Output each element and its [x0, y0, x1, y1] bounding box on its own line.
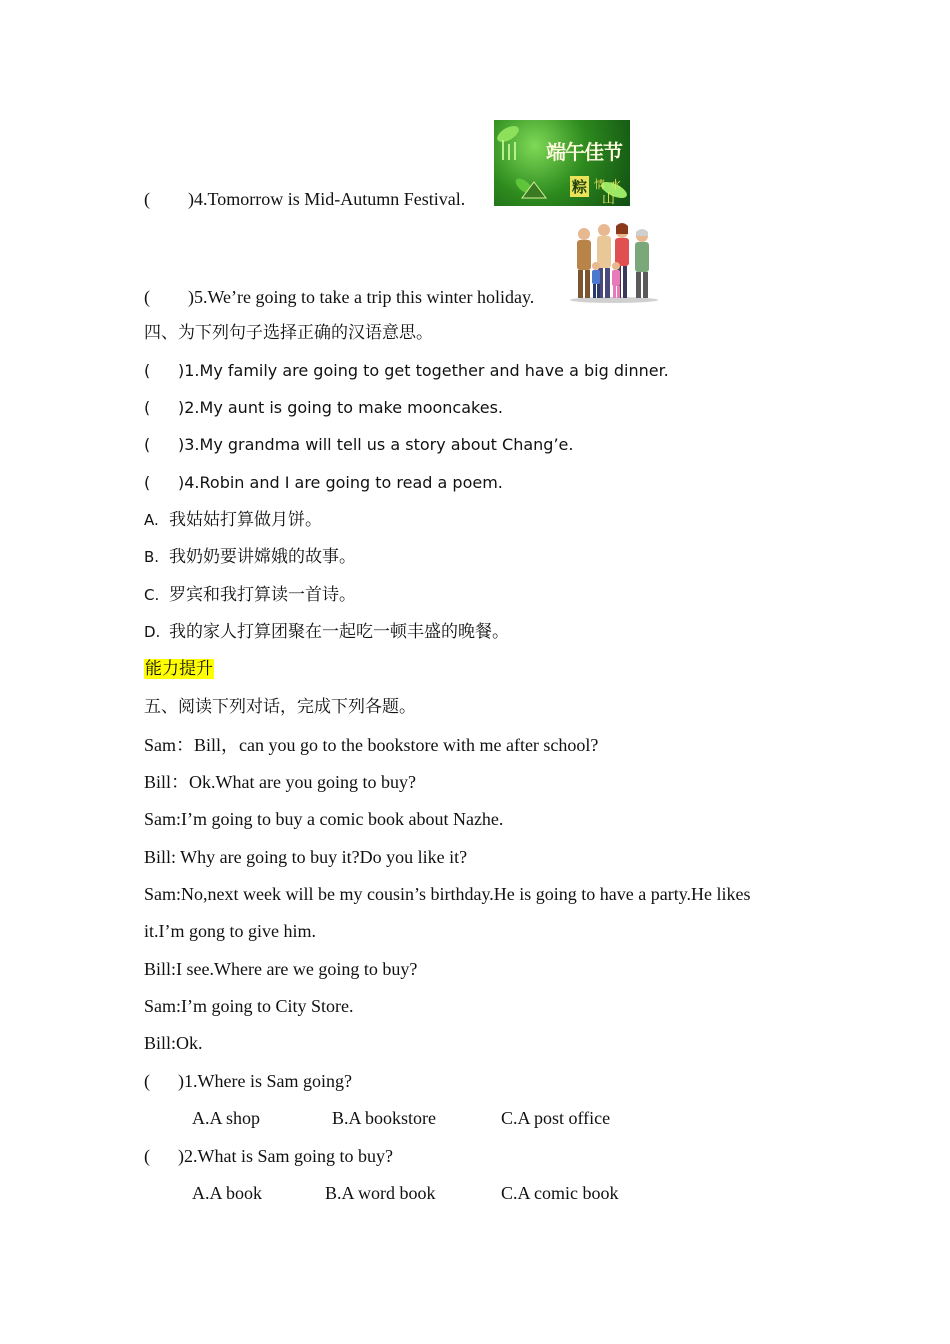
reading-question-2 — [144, 1145, 393, 1167]
option-b — [144, 546, 356, 568]
paren-open: ( — [144, 287, 150, 307]
section-4-heading: 四、为下列句子选择正确的汉语意思。 — [144, 323, 433, 343]
paren-close: ) — [178, 1146, 184, 1166]
paren-open: ( — [144, 473, 151, 492]
option-c — [144, 584, 356, 606]
paren-open: ( — [144, 398, 151, 417]
paren-close: ) — [188, 287, 194, 307]
option-letter: C. — [144, 586, 160, 604]
question-5 — [144, 286, 534, 308]
dialogue-line: Bill：Ok.What are you going to buy? — [144, 772, 416, 792]
dialogue-line: it.I’m gong to give him. — [144, 921, 316, 941]
paren-open: ( — [144, 361, 151, 380]
item-text: 1.My family are going to get together and have a big dinner. — [184, 361, 669, 380]
translate-item-2 — [144, 397, 503, 419]
option-text: 我奶奶要讲嫦娥的故事。 — [169, 547, 356, 567]
paren-open: ( — [144, 1146, 150, 1166]
item-text: 2.My aunt is going to make mooncakes. — [184, 398, 503, 417]
option-a — [144, 509, 322, 531]
section-5-heading: 五、阅读下列对话，完成下列各题。 — [144, 697, 416, 717]
paren-close: ) — [178, 361, 185, 380]
highlighted-label: 能力提升 — [145, 659, 213, 679]
festival-title-text: 端午佳节 — [546, 140, 622, 164]
dialogue-line: Sam:I’m going to City Store. — [144, 996, 354, 1016]
festival-shan-text: 山 — [602, 192, 616, 206]
family-picture — [568, 222, 660, 304]
festival-shui-text: 水 — [610, 178, 621, 191]
festival-zong-text: 粽 — [572, 178, 588, 196]
translate-item-3 — [144, 434, 573, 456]
q1-option-c: C.A post office — [501, 1108, 611, 1128]
dialogue-line: Bill:I see.Where are we going to buy? — [144, 959, 418, 979]
dragon-boat-festival-picture — [494, 120, 630, 206]
option-letter: B. — [144, 548, 160, 566]
option-letter: D. — [144, 623, 161, 641]
question-text: 4.Tomorrow is Mid-Autumn Festival. — [194, 189, 466, 209]
question-text: 2.What is Sam going to buy? — [184, 1146, 393, 1166]
paren-close: ) — [178, 1071, 184, 1091]
item-text: 4.Robin and I are going to read a poem. — [184, 473, 503, 492]
question-text: 5.We’re going to take a trip this winter holiday. — [194, 287, 535, 307]
festival-qing-text: 情 — [594, 178, 605, 191]
question-text: 1.Where is Sam going? — [184, 1071, 352, 1091]
dialogue-line: Sam：Bill，can you go to the bookstore with me after school? — [144, 735, 599, 755]
q1-option-b: B.A bookstore — [332, 1108, 437, 1128]
q1-option-a: A.A shop — [192, 1108, 261, 1128]
dialogue-line: Bill: Why are going to buy it?Do you like it? — [144, 847, 468, 867]
option-letter: A. — [144, 511, 159, 529]
paren-open: ( — [144, 189, 150, 209]
dialogue-line: Bill:Ok. — [144, 1033, 203, 1053]
translate-item-4 — [144, 472, 503, 494]
translate-item-1 — [144, 360, 669, 382]
option-text: 我姑姑打算做月饼。 — [169, 510, 322, 530]
dialogue-line: Sam:I’m going to buy a comic book about Nazhe. — [144, 809, 504, 829]
dialogue-line: Sam:No,next week will be my cousin’s birthday.He is going to have a party.He likes — [144, 884, 751, 904]
item-text: 3.My grandma will tell us a story about Chang’e. — [184, 435, 574, 454]
question-4 — [144, 188, 465, 210]
paren-open: ( — [144, 435, 151, 454]
paren-close: ) — [178, 435, 185, 454]
option-text: 我的家人打算团聚在一起吃一顿丰盛的晚餐。 — [169, 622, 509, 642]
reading-question-1 — [144, 1070, 352, 1092]
ability-section-label — [144, 658, 214, 680]
paren-close: ) — [178, 398, 185, 417]
q2-option-b: B.A word book — [325, 1183, 436, 1203]
q2-option-a: A.A book — [192, 1183, 263, 1203]
option-text: 罗宾和我打算读一首诗。 — [169, 585, 356, 605]
q2-option-c: C.A comic book — [501, 1183, 619, 1203]
paren-open: ( — [144, 1071, 150, 1091]
paren-close: ) — [188, 189, 194, 209]
option-d — [144, 621, 509, 643]
paren-close: ) — [178, 473, 185, 492]
